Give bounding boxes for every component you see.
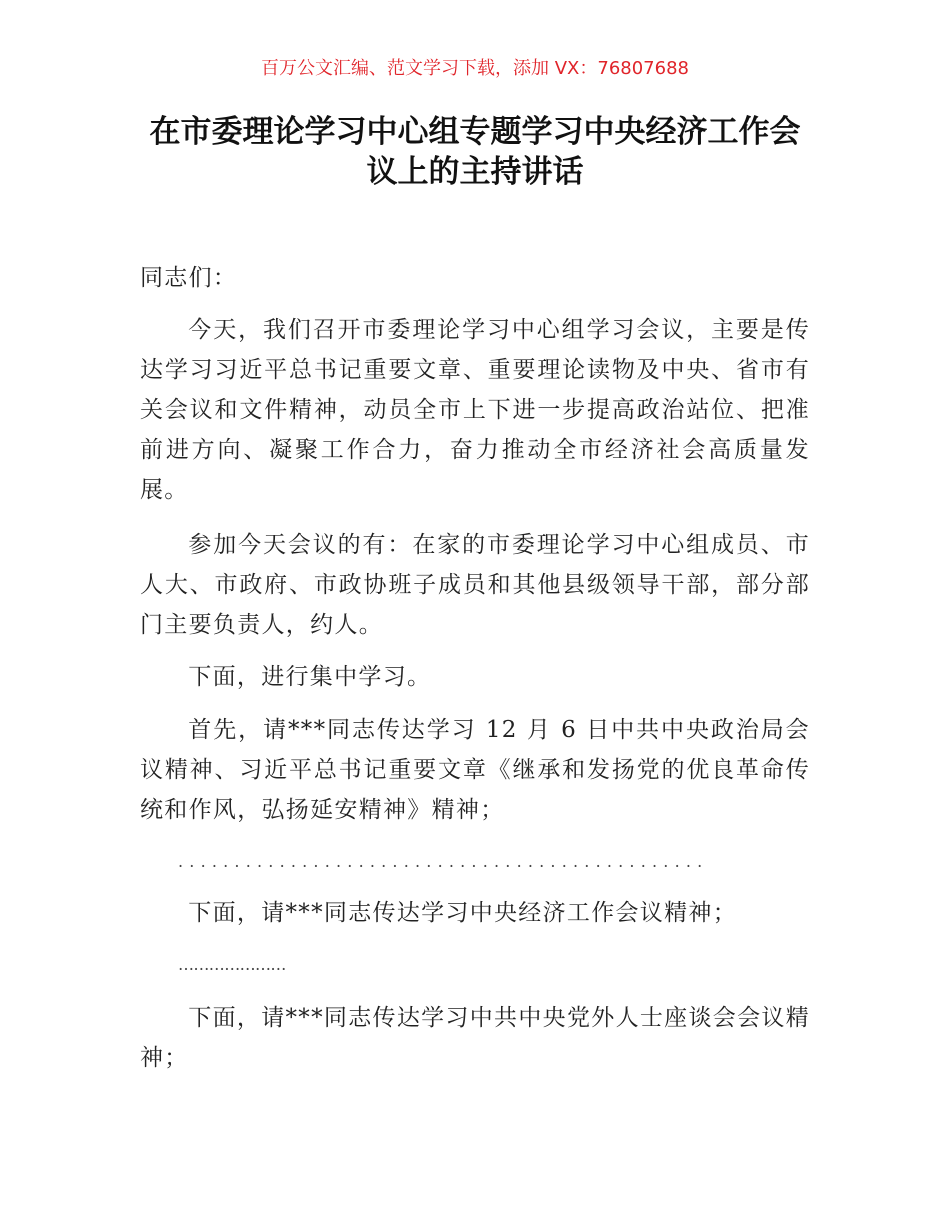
watermark-header: 百万公文汇编、范文学习下载，添加 VX：76807688 [261,58,689,79]
document-title: 在市委理论学习中心组专题学习中央经济工作会议上的主持讲话 [149,114,801,190]
ellipsis-separator: ………………… [178,955,286,974]
paragraph-third-item: 下面，请***同志传达学习中共中央党外人士座谈会会议精神； [140,1005,810,1071]
paragraph-opening: 今天，我们召开市委理论学习中心组学习会议，主要是传达学习习近平总书记重要文章、重要理论读物及中央、省市有关会议和文件精神，动员全市上下进一步提高政治站位、把准前进方向、凝聚工作合力，奋力推动全市经济社会高质量发展。 [140,317,810,503]
paragraph-study: 下面，进行集中学习。 [188,664,432,690]
paragraph-first-item: 首先，请***同志传达学习 12 月 6 日中共中央政治局会议精神、习近平总书记重要文章《继承和发扬党的优良革命传统和作风，弘扬延安精神》精神； [140,717,810,823]
paragraph-attendees: 参加今天会议的有：在家的市委理论学习中心组成员、市人大、市政府、市政协班子成员和其他县级领导干部，部分部门主要负责人，约人。 [140,532,810,638]
ellipsis-separator: ............................................... [178,852,709,871]
paragraph-second-item: 下面，请***同志传达学习中央经济工作会议精神； [188,900,737,926]
greeting: 同志们： [140,265,238,291]
